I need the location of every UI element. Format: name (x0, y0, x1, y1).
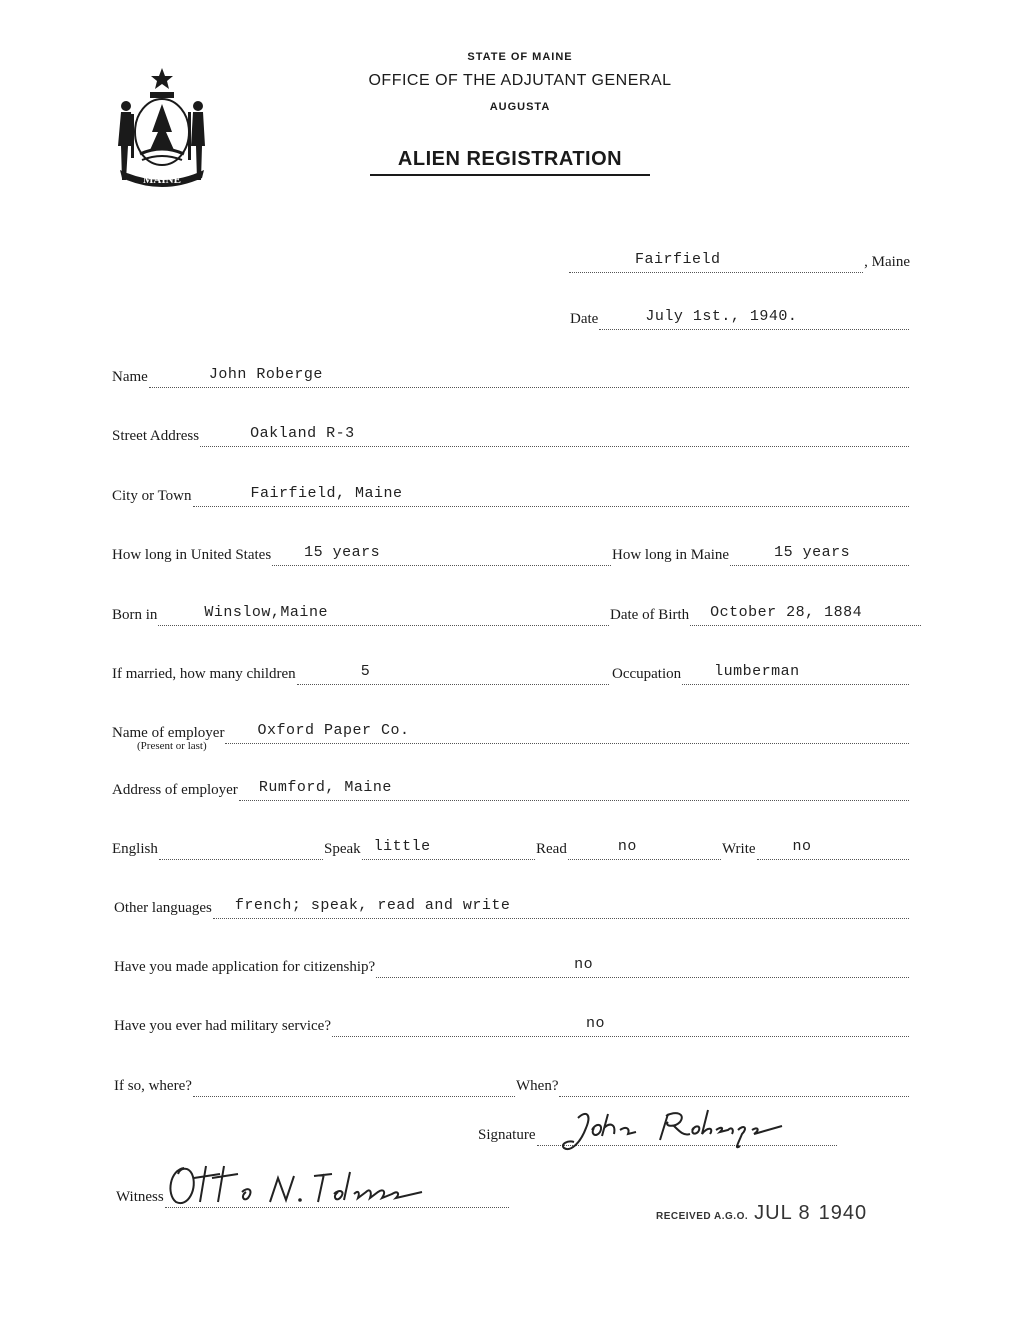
place-field[interactable] (569, 251, 863, 273)
write-label: Write (722, 841, 756, 857)
citizenship-label: Have you made application for citizenship? (114, 959, 376, 975)
date-value: July 1st., 1940. (645, 308, 798, 325)
place-suffix: , Maine (864, 254, 910, 270)
born-row (112, 604, 610, 626)
occupation-field[interactable] (682, 663, 909, 685)
signature-handwriting (556, 1100, 806, 1160)
dob-value: October 28, 1884 (710, 604, 863, 621)
born-value: Winslow,Maine (204, 604, 328, 621)
how-long-maine-value: 15 years (774, 544, 851, 561)
english-label: English (112, 841, 158, 857)
when-label: When? (516, 1078, 559, 1094)
city-value: Fairfield, Maine (250, 485, 403, 502)
name-value: John Roberge (208, 366, 323, 383)
citizenship-row (114, 956, 910, 978)
received-stamp-date: JUL 8 (754, 1202, 811, 1224)
employer-label: Name of employer (112, 725, 225, 741)
military-label: Have you ever had military service? (114, 1018, 331, 1034)
occupation-value: lumberman (714, 663, 800, 680)
read-label: Read (536, 841, 567, 857)
street-value: Oakland R-3 (250, 425, 355, 442)
write-row (722, 838, 910, 860)
employer-address-label: Address of employer (112, 782, 238, 798)
read-value: no (617, 838, 637, 855)
maine-state-seal (112, 62, 220, 192)
english-row (112, 838, 324, 860)
page-title: ALIEN REGISTRATION (370, 148, 650, 176)
dob-field[interactable] (690, 604, 921, 626)
occupation-row (612, 663, 910, 685)
street-row (112, 425, 910, 447)
english-field[interactable] (159, 843, 323, 860)
children-label: If married, how many children (112, 666, 296, 682)
how-long-maine-row (612, 544, 910, 566)
how-long-us-label: How long in United States (112, 547, 272, 563)
read-row (536, 838, 722, 860)
how-long-us-field[interactable] (272, 544, 611, 566)
children-row (112, 663, 610, 685)
born-field[interactable] (158, 604, 609, 626)
witness-label: Witness (116, 1189, 164, 1205)
where-field[interactable] (193, 1080, 515, 1097)
speak-label: Speak (324, 841, 361, 857)
read-field[interactable] (568, 838, 721, 860)
name-field[interactable] (149, 366, 909, 388)
street-field[interactable] (200, 425, 909, 447)
speak-row (324, 838, 536, 860)
other-languages-row (114, 897, 910, 919)
office-heading: OFFICE OF THE ADJUTANT GENERAL (368, 72, 672, 89)
name-row (112, 366, 910, 388)
born-label: Born in (112, 607, 158, 623)
military-value: no (586, 1015, 606, 1032)
where-label: If so, where? (114, 1078, 192, 1094)
how-long-maine-label: How long in Maine (612, 547, 730, 563)
employer-address-field[interactable] (239, 779, 909, 801)
employer-sublabel: (Present or last) (137, 740, 207, 752)
name-label: Name (112, 369, 148, 385)
speak-value: little (373, 838, 431, 855)
city-label: City or Town (112, 488, 192, 504)
city-row (112, 485, 910, 507)
received-stamp-label: RECEIVED A.G.O. (656, 1211, 749, 1222)
received-stamp (656, 1202, 867, 1225)
employer-value: Oxford Paper Co. (257, 722, 410, 739)
witness-handwriting (162, 1158, 432, 1210)
how-long-maine-field[interactable] (730, 544, 909, 566)
employer-address-row (112, 779, 910, 801)
other-languages-field[interactable] (213, 897, 909, 919)
where-row (114, 1075, 516, 1097)
citizenship-value: no (574, 956, 594, 973)
employer-address-value: Rumford, Maine (258, 779, 392, 796)
date-row (570, 308, 910, 330)
received-stamp-year: 1940 (818, 1202, 868, 1224)
employer-field[interactable] (225, 722, 909, 744)
speak-field[interactable] (362, 838, 535, 860)
how-long-us-row (112, 544, 612, 566)
when-field[interactable] (559, 1080, 909, 1097)
city-field[interactable] (193, 485, 909, 507)
place-value: Fairfield (635, 251, 721, 268)
dob-row (610, 604, 922, 626)
children-field[interactable] (297, 663, 609, 685)
children-value: 5 (360, 663, 371, 680)
write-value: no (792, 838, 812, 855)
date-label: Date (570, 311, 599, 327)
when-row (516, 1075, 910, 1097)
street-label: Street Address (112, 428, 200, 444)
seal-lettering: MAINE (143, 174, 181, 186)
military-field[interactable] (332, 1015, 909, 1037)
other-languages-label: Other languages (114, 900, 212, 916)
other-languages-value: french; speak, read and write (234, 897, 511, 914)
signature-label: Signature (478, 1127, 536, 1143)
write-field[interactable] (757, 838, 909, 860)
citizenship-field[interactable] (376, 956, 909, 978)
date-field[interactable] (599, 308, 909, 330)
military-row (114, 1015, 910, 1037)
dob-label: Date of Birth (610, 607, 690, 623)
employer-row (112, 722, 910, 744)
how-long-us-value: 15 years (304, 544, 381, 561)
occupation-label: Occupation (612, 666, 682, 682)
state-heading: STATE OF MAINE (467, 51, 573, 63)
city-heading: AUGUSTA (489, 101, 551, 113)
place-row (568, 251, 910, 273)
